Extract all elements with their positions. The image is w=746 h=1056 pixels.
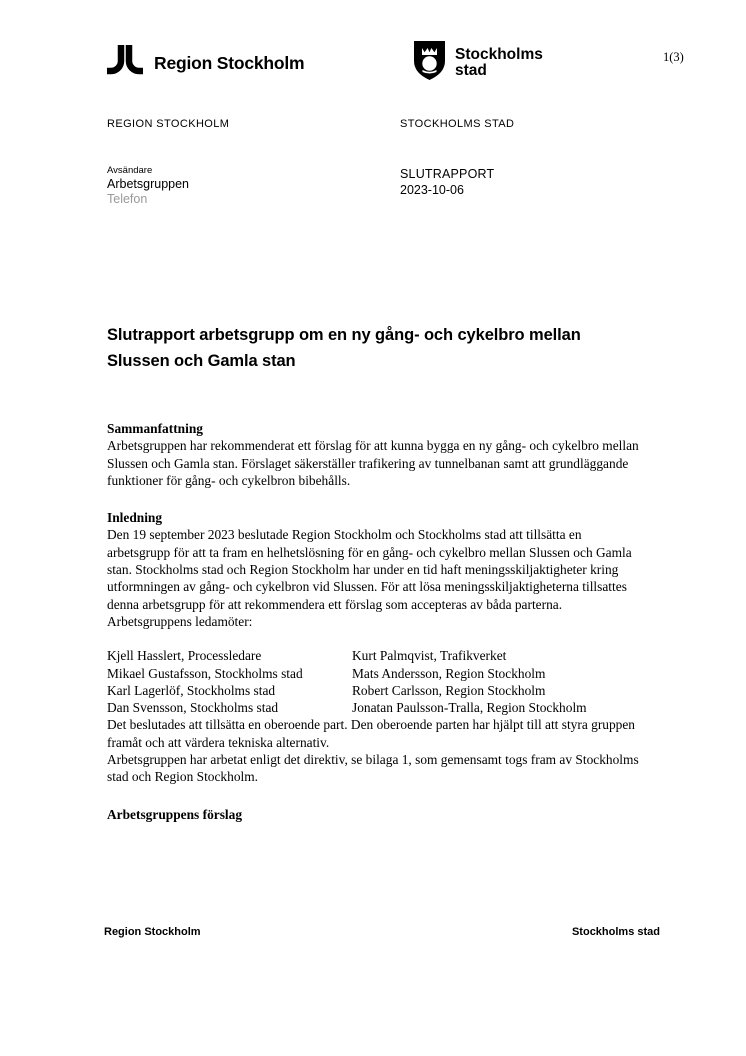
member-item: Mats Andersson, Region Stockholm [352, 665, 546, 681]
member-item: Kurt Palmqvist, Trafikverket [352, 648, 507, 664]
proposal-heading: Arbetsgruppens förslag [107, 806, 243, 822]
member-item: Jonatan Paulsson-Tralla, Region Stockholm [352, 700, 587, 716]
footer-stockholms-stad: Stockholms stad [571, 926, 660, 938]
stockholms-stad-logo [413, 40, 543, 86]
member-item: Karl Lagerlöf, Stockholms stad [107, 682, 276, 698]
member-item: Robert Carlsson, Region Stockholm [352, 682, 546, 698]
region-stockholm-logo-text: Region Stockholm [154, 52, 305, 73]
stockholms-stad-crest-icon [413, 40, 446, 86]
directive-paragraph: Arbetsgruppen har arbetat enligt det direktiv, se bilaga 1, som gemensamt togs fram av Stockholms stad och Region Stockholm. [107, 752, 639, 785]
summary-paragraph: Arbetsgruppen har rekommenderat ett förslag för att kunna bygga en ny gång- och cykelbro mellan Slussen och Gamla stan. Förslaget säkerställer trafikering av tunnelbanan samt att grundläggande funktioner för gång- och cykelbron bibehålls. [107, 438, 639, 488]
org-label-stockholms-stad: STOCKHOLMS STAD [400, 118, 515, 130]
document-type: SLUTRAPPORT [400, 167, 495, 181]
footer-region-stockholm: Region Stockholm [104, 926, 201, 938]
stockholms-stad-logo-text [455, 47, 543, 79]
document-meta [400, 167, 494, 197]
stockholms-stad-logo-line1: Stockholms [455, 46, 543, 63]
introduction-heading: Inledning [107, 510, 163, 526]
member-item: Kjell Hasslert, Processledare [107, 648, 262, 664]
page-number: 1(3) [663, 50, 684, 64]
independent-party-paragraph: Det beslutades att tillsätta en oberoende part. Den oberoende parten har hjälpt till att styra gruppen framåt och att värdera tekniska alternativ. [107, 717, 636, 750]
page-footer [104, 926, 660, 938]
document-title: Slutrapport arbetsgrupp om en ny gång- och cykelbro mellan Slussen och Gamla stan [107, 326, 581, 370]
region-stockholm-logo [107, 45, 304, 81]
introduction-paragraph: Den 19 september 2023 beslutade Region Stockholm och Stockholms stad att tillsätta en arbetsgrupp för att ta fram en helhetslösning för en gång- och cykelbro mellan Slussen och Gamla stan. Stockholms stad och Region Stockholm har under en tid haft meningsskiljaktigheter kring utformningen av gång- och cykelbron vid Slussen. För att lösa meningsskiljaktigheterna tillsattes denna arbetsgrupp för att rekommendera ett förslag som accepteras av båda parterna. [107, 527, 632, 612]
document-date: 2023-10-06 [400, 183, 464, 197]
members-list [107, 647, 644, 716]
sender-block [107, 165, 189, 206]
members-right-column [352, 647, 644, 716]
stockholms-stad-logo-line2: stad [455, 62, 487, 79]
org-label-region-stockholm: REGION STOCKHOLM [107, 118, 230, 130]
sender-name: Arbetsgruppen [107, 177, 190, 191]
members-intro: Arbetsgruppens ledamöter: [107, 613, 253, 629]
member-item: Dan Svensson, Stockholms stad [107, 700, 279, 716]
summary-heading: Sammanfattning [107, 421, 203, 436]
sender-phone-label: Telefon [107, 192, 148, 206]
sender-label: Avsändare [107, 165, 153, 176]
document-body [107, 420, 644, 823]
member-item: Mikael Gustafsson, Stockholms stad [107, 665, 303, 681]
region-stockholm-logo-icon [107, 45, 143, 81]
members-left-column [107, 647, 352, 716]
